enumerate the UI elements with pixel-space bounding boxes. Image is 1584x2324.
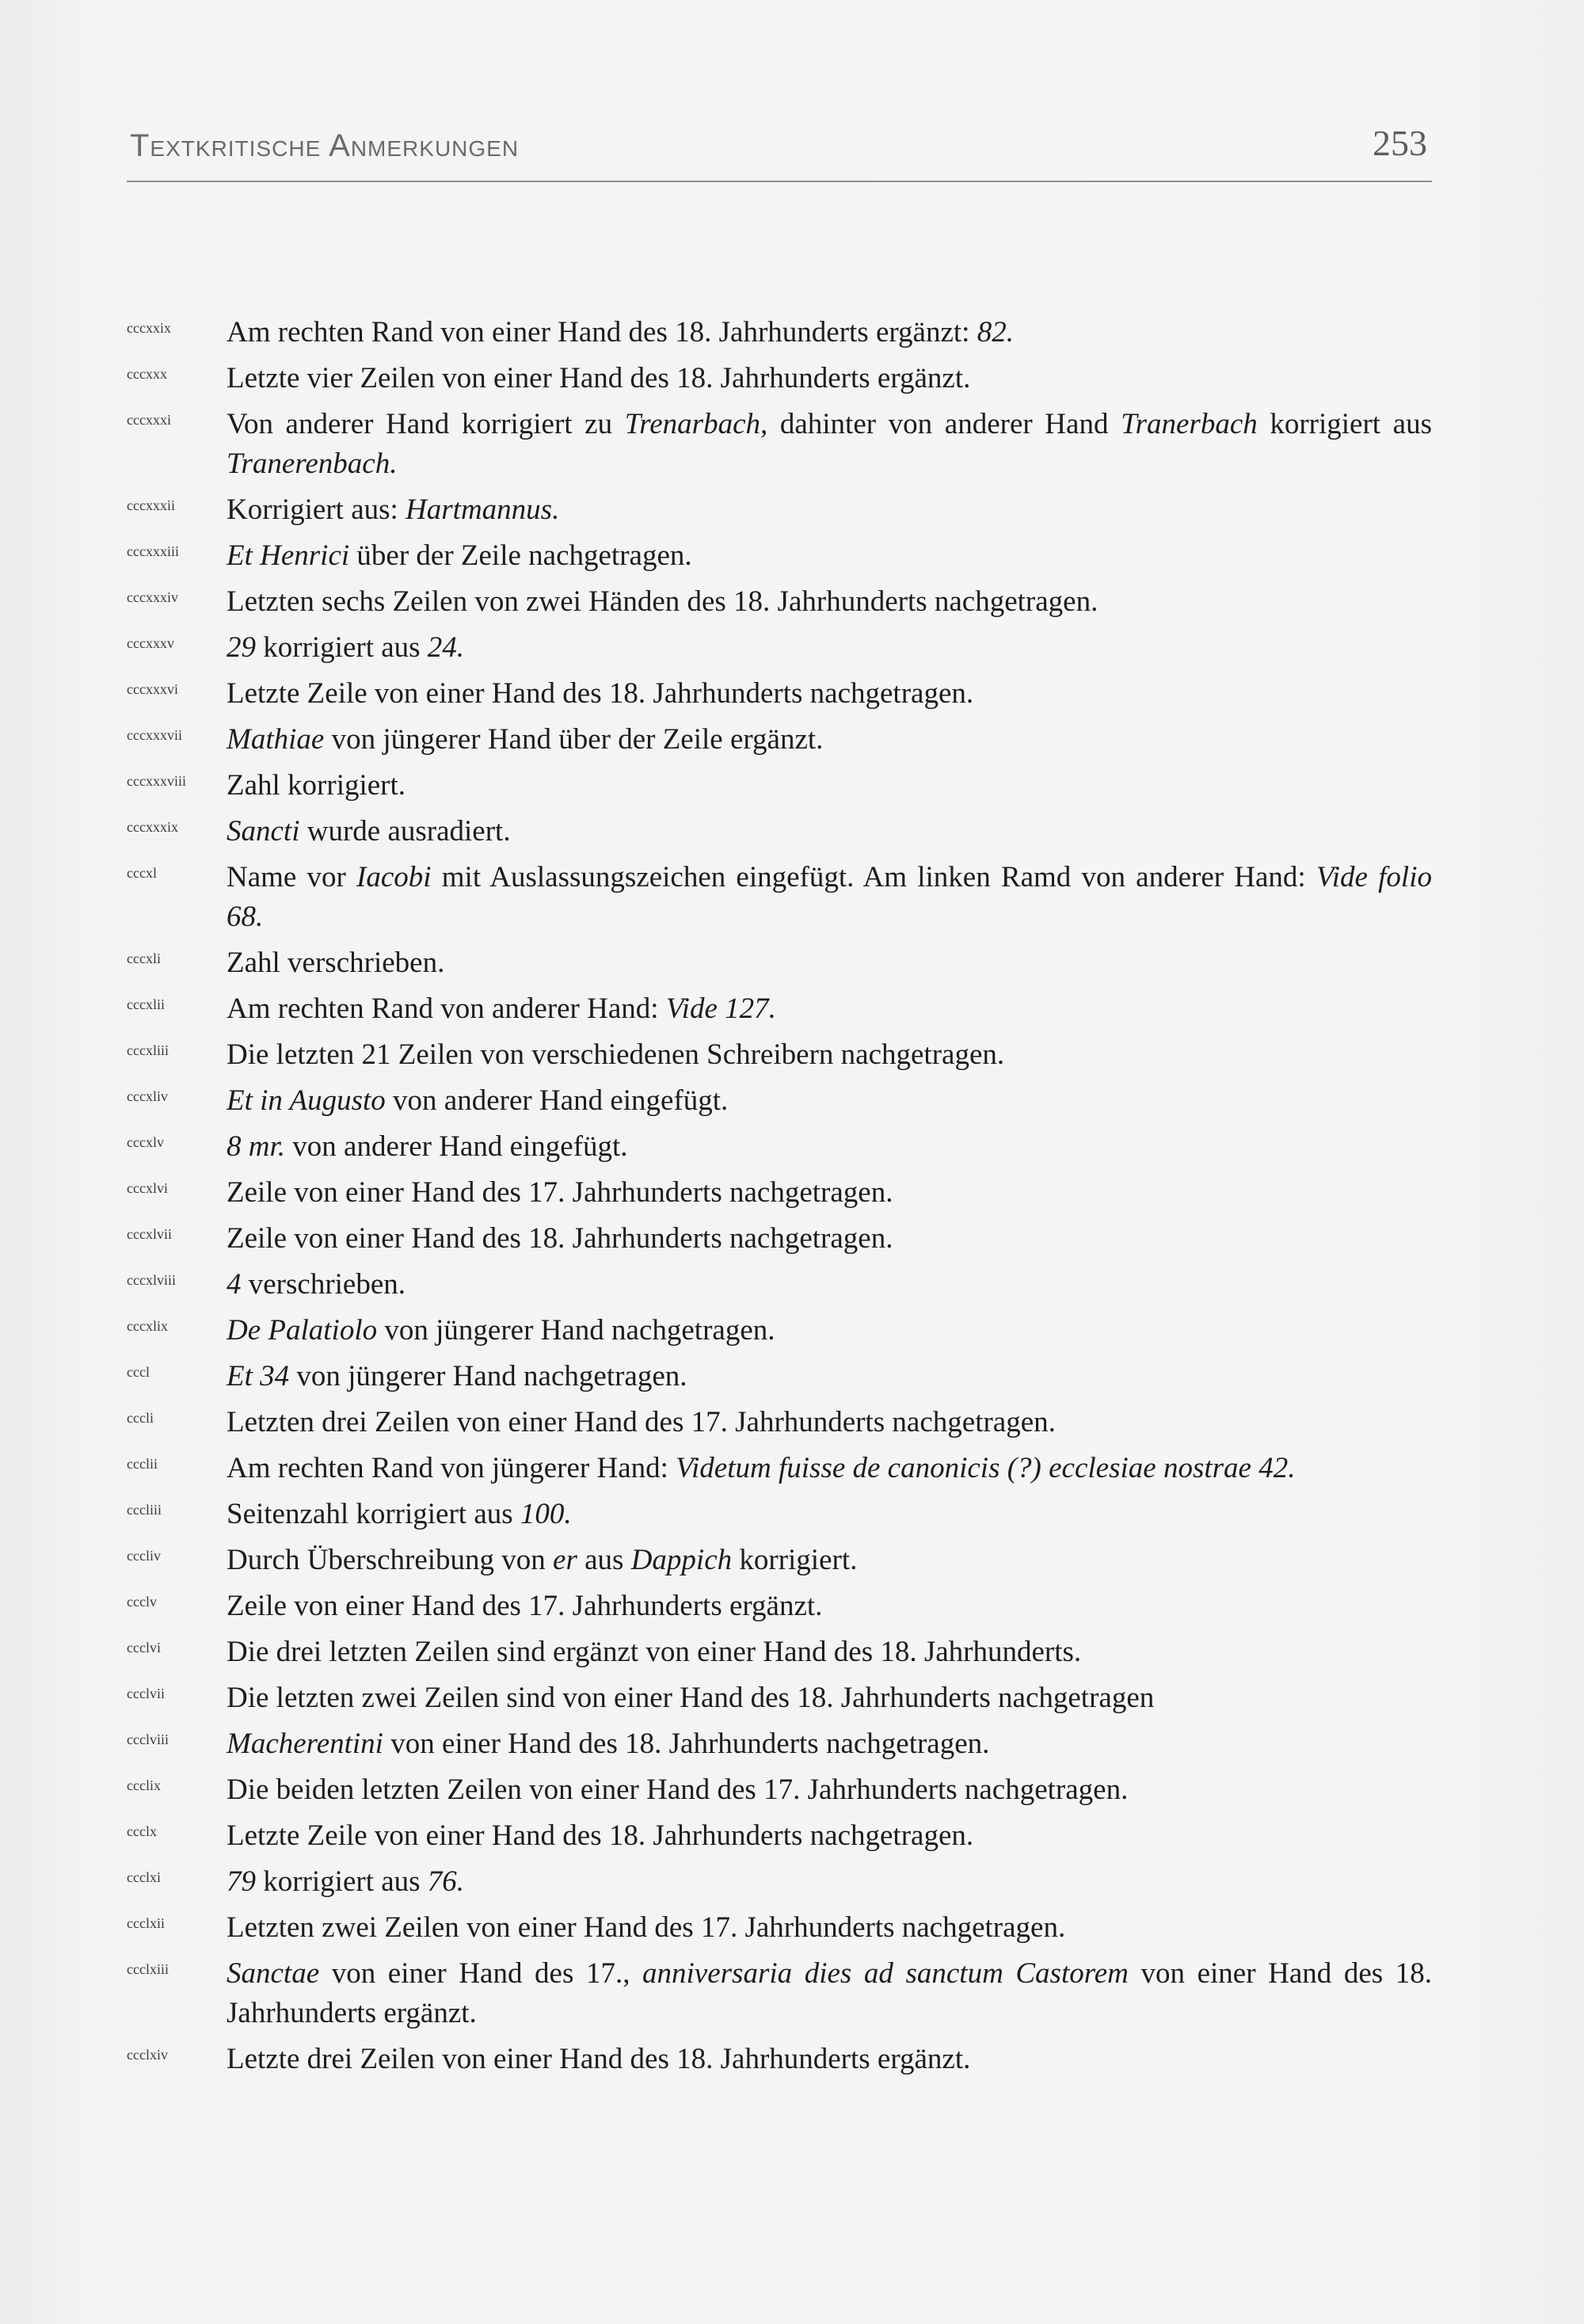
note-text-italic: Vide 127.: [665, 992, 776, 1025]
note-text-italic: 8 mr.: [227, 1130, 286, 1163]
note-text-italic: Iacobi: [356, 861, 432, 893]
note-text-italic: De Palatiolo: [227, 1314, 378, 1347]
note-number: cccxliii: [127, 1042, 169, 1058]
note-item: [127, 1357, 1432, 1403]
note-item: [127, 1495, 1432, 1541]
note-number: cccxxix: [127, 320, 171, 336]
note-item: [127, 359, 1432, 405]
note-number: cccl: [127, 1364, 150, 1380]
note-number: cccxxxviii: [127, 773, 186, 789]
note-text-segment: Die letzten 21 Zeilen von verschiedenen Schreibern nachgetragen.: [227, 1038, 1005, 1071]
note-text: [227, 1357, 1432, 1403]
note-text-segment: Letzte Zeile von einer Hand des 18. Jahrhunderts nachgetragen.: [227, 1819, 974, 1852]
note-text: [227, 858, 1432, 943]
note-text-segment: Von anderer Hand korrigiert zu: [227, 408, 625, 440]
note-number: ccclxii: [127, 1915, 165, 1931]
note-text-segment: dahinter von anderer Hand: [767, 408, 1121, 440]
note-text: [227, 1908, 1432, 1954]
note-item: [127, 2040, 1432, 2086]
note-number: ccclvii: [127, 1686, 165, 1701]
note-item: [127, 490, 1432, 536]
note-number: cccxxxix: [127, 819, 178, 835]
note-number: cccxxxii: [127, 497, 175, 513]
note-text-segment: Letzten sechs Zeilen von zwei Händen des 18. Jahrhunderts nachgetragen.: [227, 585, 1099, 618]
note-text-segment: Die letzten zwei Zeilen sind von einer Hand des 18. Jahrhunderts nachgetragen: [227, 1682, 1155, 1714]
note-text: [227, 628, 1432, 674]
note-item: [127, 1678, 1432, 1724]
note-text: [227, 1495, 1432, 1541]
note-text-italic: Macherentini: [227, 1728, 383, 1760]
note-number: cccxlvi: [127, 1180, 168, 1196]
note-item: [127, 1219, 1432, 1265]
note-item: [127, 1311, 1432, 1357]
note-text-italic: Et in Augusto: [227, 1084, 386, 1117]
note-text: [227, 1724, 1432, 1770]
note-item: [127, 989, 1432, 1035]
note-item: [127, 1908, 1432, 1954]
note-text-italic: 82.: [977, 316, 1014, 349]
note-text-italic: Vide folio 68.: [227, 861, 1432, 933]
note-text-italic: 100.: [520, 1498, 572, 1530]
note-text-italic: Tranerbach: [1121, 408, 1258, 440]
note-number: cccxxxiii: [127, 543, 179, 559]
note-number: cccli: [127, 1410, 154, 1426]
note-text-segment: von einer Hand des 18. Jahrhunderts ergänzt.: [227, 1957, 1432, 2029]
note-text: [227, 1862, 1432, 1908]
note-text: [227, 582, 1432, 628]
note-text-segment: Durch Überschreibung von: [227, 1544, 554, 1576]
note-number: cccxxx: [127, 366, 167, 382]
note-text-italic: Et Henrici: [227, 539, 350, 572]
note-text-segment: Am rechten Rand von jüngerer Hand:: [227, 1452, 676, 1484]
note-item: [127, 1173, 1432, 1219]
running-title: Textkritische Anmerkungen: [130, 128, 520, 163]
note-number: cccxlv: [127, 1134, 164, 1150]
note-item: [127, 766, 1432, 812]
note-text-italic: Sancti: [227, 815, 300, 848]
note-item: [127, 405, 1432, 490]
note-text-segment: Name vor: [227, 861, 357, 893]
note-item: [127, 1449, 1432, 1495]
note-text-italic: anniversaria dies ad sanctum Castorem: [642, 1957, 1129, 1990]
note-number: ccclxiii: [127, 1961, 169, 1977]
note-text-segment: über der Zeile nachgetragen.: [349, 539, 692, 572]
note-item: [127, 1587, 1432, 1633]
note-number: cccxlviii: [127, 1272, 176, 1288]
note-number: ccclxi: [127, 1869, 161, 1885]
note-text-segment: Zeile von einer Hand des 17. Jahrhunderts ergänzt.: [227, 1590, 823, 1622]
note-text-italic: 29: [227, 631, 256, 664]
note-item: [127, 1403, 1432, 1449]
note-item: [127, 858, 1432, 943]
note-number: cccxlvii: [127, 1226, 172, 1242]
note-text-segment: Letzten zwei Zeilen von einer Hand des 17. Jahrhunderts nachgetragen.: [227, 1911, 1066, 1944]
note-text-italic: Et 34: [227, 1360, 290, 1392]
note-item: [127, 1081, 1432, 1127]
note-text-segment: verschrieben.: [241, 1268, 406, 1301]
note-text-segment: korrigiert aus: [1257, 408, 1433, 440]
note-text: [227, 405, 1432, 490]
note-text-segment: korrigiert aus: [256, 631, 428, 664]
note-text-segment: von einer Hand des 17.,: [319, 1957, 643, 1990]
note-text-segment: Seitenzahl korrigiert aus: [227, 1498, 520, 1530]
note-number: cccxxxvi: [127, 681, 178, 697]
note-number: cccxxxvii: [127, 727, 182, 743]
note-item: [127, 812, 1432, 858]
note-text-segment: von einer Hand des 18. Jahrhunderts nachgetragen.: [383, 1728, 990, 1760]
note-item: [127, 628, 1432, 674]
note-item: [127, 1127, 1432, 1173]
note-text: [227, 1081, 1432, 1127]
note-text-italic: 4: [227, 1268, 242, 1301]
note-text-segment: Zahl verschrieben.: [227, 947, 445, 979]
note-text: [227, 1219, 1432, 1265]
note-text: [227, 1311, 1432, 1357]
note-number: cccxli: [127, 951, 161, 966]
note-text-italic: Mathiae: [227, 723, 325, 756]
note-text-segment: Die drei letzten Zeilen sind ergänzt von einer Hand des 18. Jahrhunderts.: [227, 1636, 1082, 1668]
note-text: [227, 536, 1432, 582]
note-item: [127, 1816, 1432, 1862]
note-text: [227, 490, 1432, 536]
note-text-segment: Letzte drei Zeilen von einer Hand des 18. Jahrhunderts ergänzt.: [227, 2043, 971, 2075]
note-text: [227, 1633, 1432, 1678]
note-text-italic: 24.: [427, 631, 465, 664]
note-text: [227, 1954, 1432, 2040]
note-number: ccclx: [127, 1823, 157, 1839]
note-text: [227, 1403, 1432, 1449]
note-number: cccliv: [127, 1548, 161, 1564]
note-text-segment: Zahl korrigiert.: [227, 769, 406, 802]
note-text-italic: Trenarbach,: [624, 408, 768, 440]
note-text-segment: Die beiden letzten Zeilen von einer Hand des 17. Jahrhunderts nachgetragen.: [227, 1773, 1129, 1806]
note-text: [227, 1449, 1432, 1495]
running-header: [127, 117, 1432, 182]
note-number: ccclviii: [127, 1732, 169, 1747]
note-item: [127, 1265, 1432, 1311]
note-text-segment: Letzten drei Zeilen von einer Hand des 17. Jahrhunderts nachgetragen.: [227, 1406, 1056, 1438]
note-text-segment: Korrigiert aus:: [227, 493, 406, 526]
note-text: [227, 943, 1432, 989]
note-text: [227, 766, 1432, 812]
note-text-segment: von jüngerer Hand nachgetragen.: [377, 1314, 775, 1347]
note-text: [227, 1587, 1432, 1633]
note-text-segment: korrigiert.: [732, 1544, 858, 1576]
note-text-italic: er: [553, 1544, 577, 1576]
note-text: [227, 1265, 1432, 1311]
note-item: [127, 674, 1432, 720]
note-text: [227, 1173, 1432, 1219]
note-text-segment: Letzte vier Zeilen von einer Hand des 18. Jahrhunderts ergänzt.: [227, 362, 971, 394]
note-text-italic: Hartmannus.: [406, 493, 560, 526]
note-text-italic: Sanctae: [227, 1957, 320, 1990]
note-item: [127, 1035, 1432, 1081]
note-text-italic: Tranerenbach.: [227, 448, 398, 480]
note-number: ccclxiv: [127, 2047, 168, 2063]
note-text-segment: aus: [577, 1544, 631, 1576]
note-number: cccxlii: [127, 996, 165, 1012]
note-item: [127, 1541, 1432, 1587]
note-text: [227, 1127, 1432, 1173]
note-item: [127, 1724, 1432, 1770]
note-text-segment: Am rechten Rand von anderer Hand:: [227, 992, 666, 1025]
note-item: [127, 943, 1432, 989]
note-text: [227, 720, 1432, 766]
note-number: ccclii: [127, 1456, 158, 1472]
note-text: [227, 359, 1432, 405]
note-text-segment: Zeile von einer Hand des 18. Jahrhunderts nachgetragen.: [227, 1222, 893, 1255]
note-item: [127, 1770, 1432, 1816]
note-text: [227, 674, 1432, 720]
critical-notes-list: [127, 313, 1432, 2086]
note-item: [127, 1633, 1432, 1678]
note-item: [127, 313, 1432, 359]
note-number: cccliii: [127, 1502, 162, 1518]
note-number: ccclv: [127, 1594, 157, 1610]
page-number: 253: [1373, 123, 1427, 163]
note-item: [127, 536, 1432, 582]
note-text-segment: Letzte Zeile von einer Hand des 18. Jahrhunderts nachgetragen.: [227, 677, 974, 710]
note-text-italic: 79: [227, 1865, 256, 1898]
note-number: ccclix: [127, 1777, 161, 1793]
note-number: cccxxxv: [127, 635, 174, 651]
note-text: [227, 1770, 1432, 1816]
note-number: ccclvi: [127, 1640, 161, 1655]
note-item: [127, 1954, 1432, 2040]
note-item: [127, 720, 1432, 766]
note-number: cccxliv: [127, 1088, 168, 1104]
note-number: cccxxxi: [127, 412, 171, 428]
note-text-segment: korrigiert aus: [256, 1865, 428, 1898]
note-number: cccxxxiv: [127, 589, 178, 605]
note-text-italic: Videtum fuisse de canonicis (?) ecclesiae nostrae 42.: [676, 1452, 1296, 1484]
note-item: [127, 1862, 1432, 1908]
note-number: cccxlix: [127, 1318, 168, 1334]
note-item: [127, 582, 1432, 628]
note-text-segment: Zeile von einer Hand des 17. Jahrhunderts nachgetragen.: [227, 1176, 893, 1209]
note-text: [227, 313, 1432, 359]
note-text: [227, 812, 1432, 858]
note-number: cccxl: [127, 865, 157, 881]
note-text-segment: von jüngerer Hand über der Zeile ergänzt.: [324, 723, 824, 756]
note-text-segment: von jüngerer Hand nachgetragen.: [289, 1360, 687, 1392]
note-text-segment: von anderer Hand eingefügt.: [385, 1084, 729, 1117]
note-text: [227, 1541, 1432, 1587]
note-text-italic: 76.: [427, 1865, 465, 1898]
note-text-italic: Dappich: [630, 1544, 733, 1576]
note-text-segment: wurde ausradiert.: [299, 815, 511, 848]
note-text-segment: mit Auslassungszeichen eingefügt. Am linken Ramd von anderer Hand:: [431, 861, 1316, 893]
note-text: [227, 1035, 1432, 1081]
note-text: [227, 2040, 1432, 2086]
note-text: [227, 1816, 1432, 1862]
note-text: [227, 1678, 1432, 1724]
note-text-segment: von anderer Hand eingefügt.: [285, 1130, 628, 1163]
note-text-segment: Am rechten Rand von einer Hand des 18. Jahrhunderts ergänzt:: [227, 316, 977, 349]
note-text: [227, 989, 1432, 1035]
